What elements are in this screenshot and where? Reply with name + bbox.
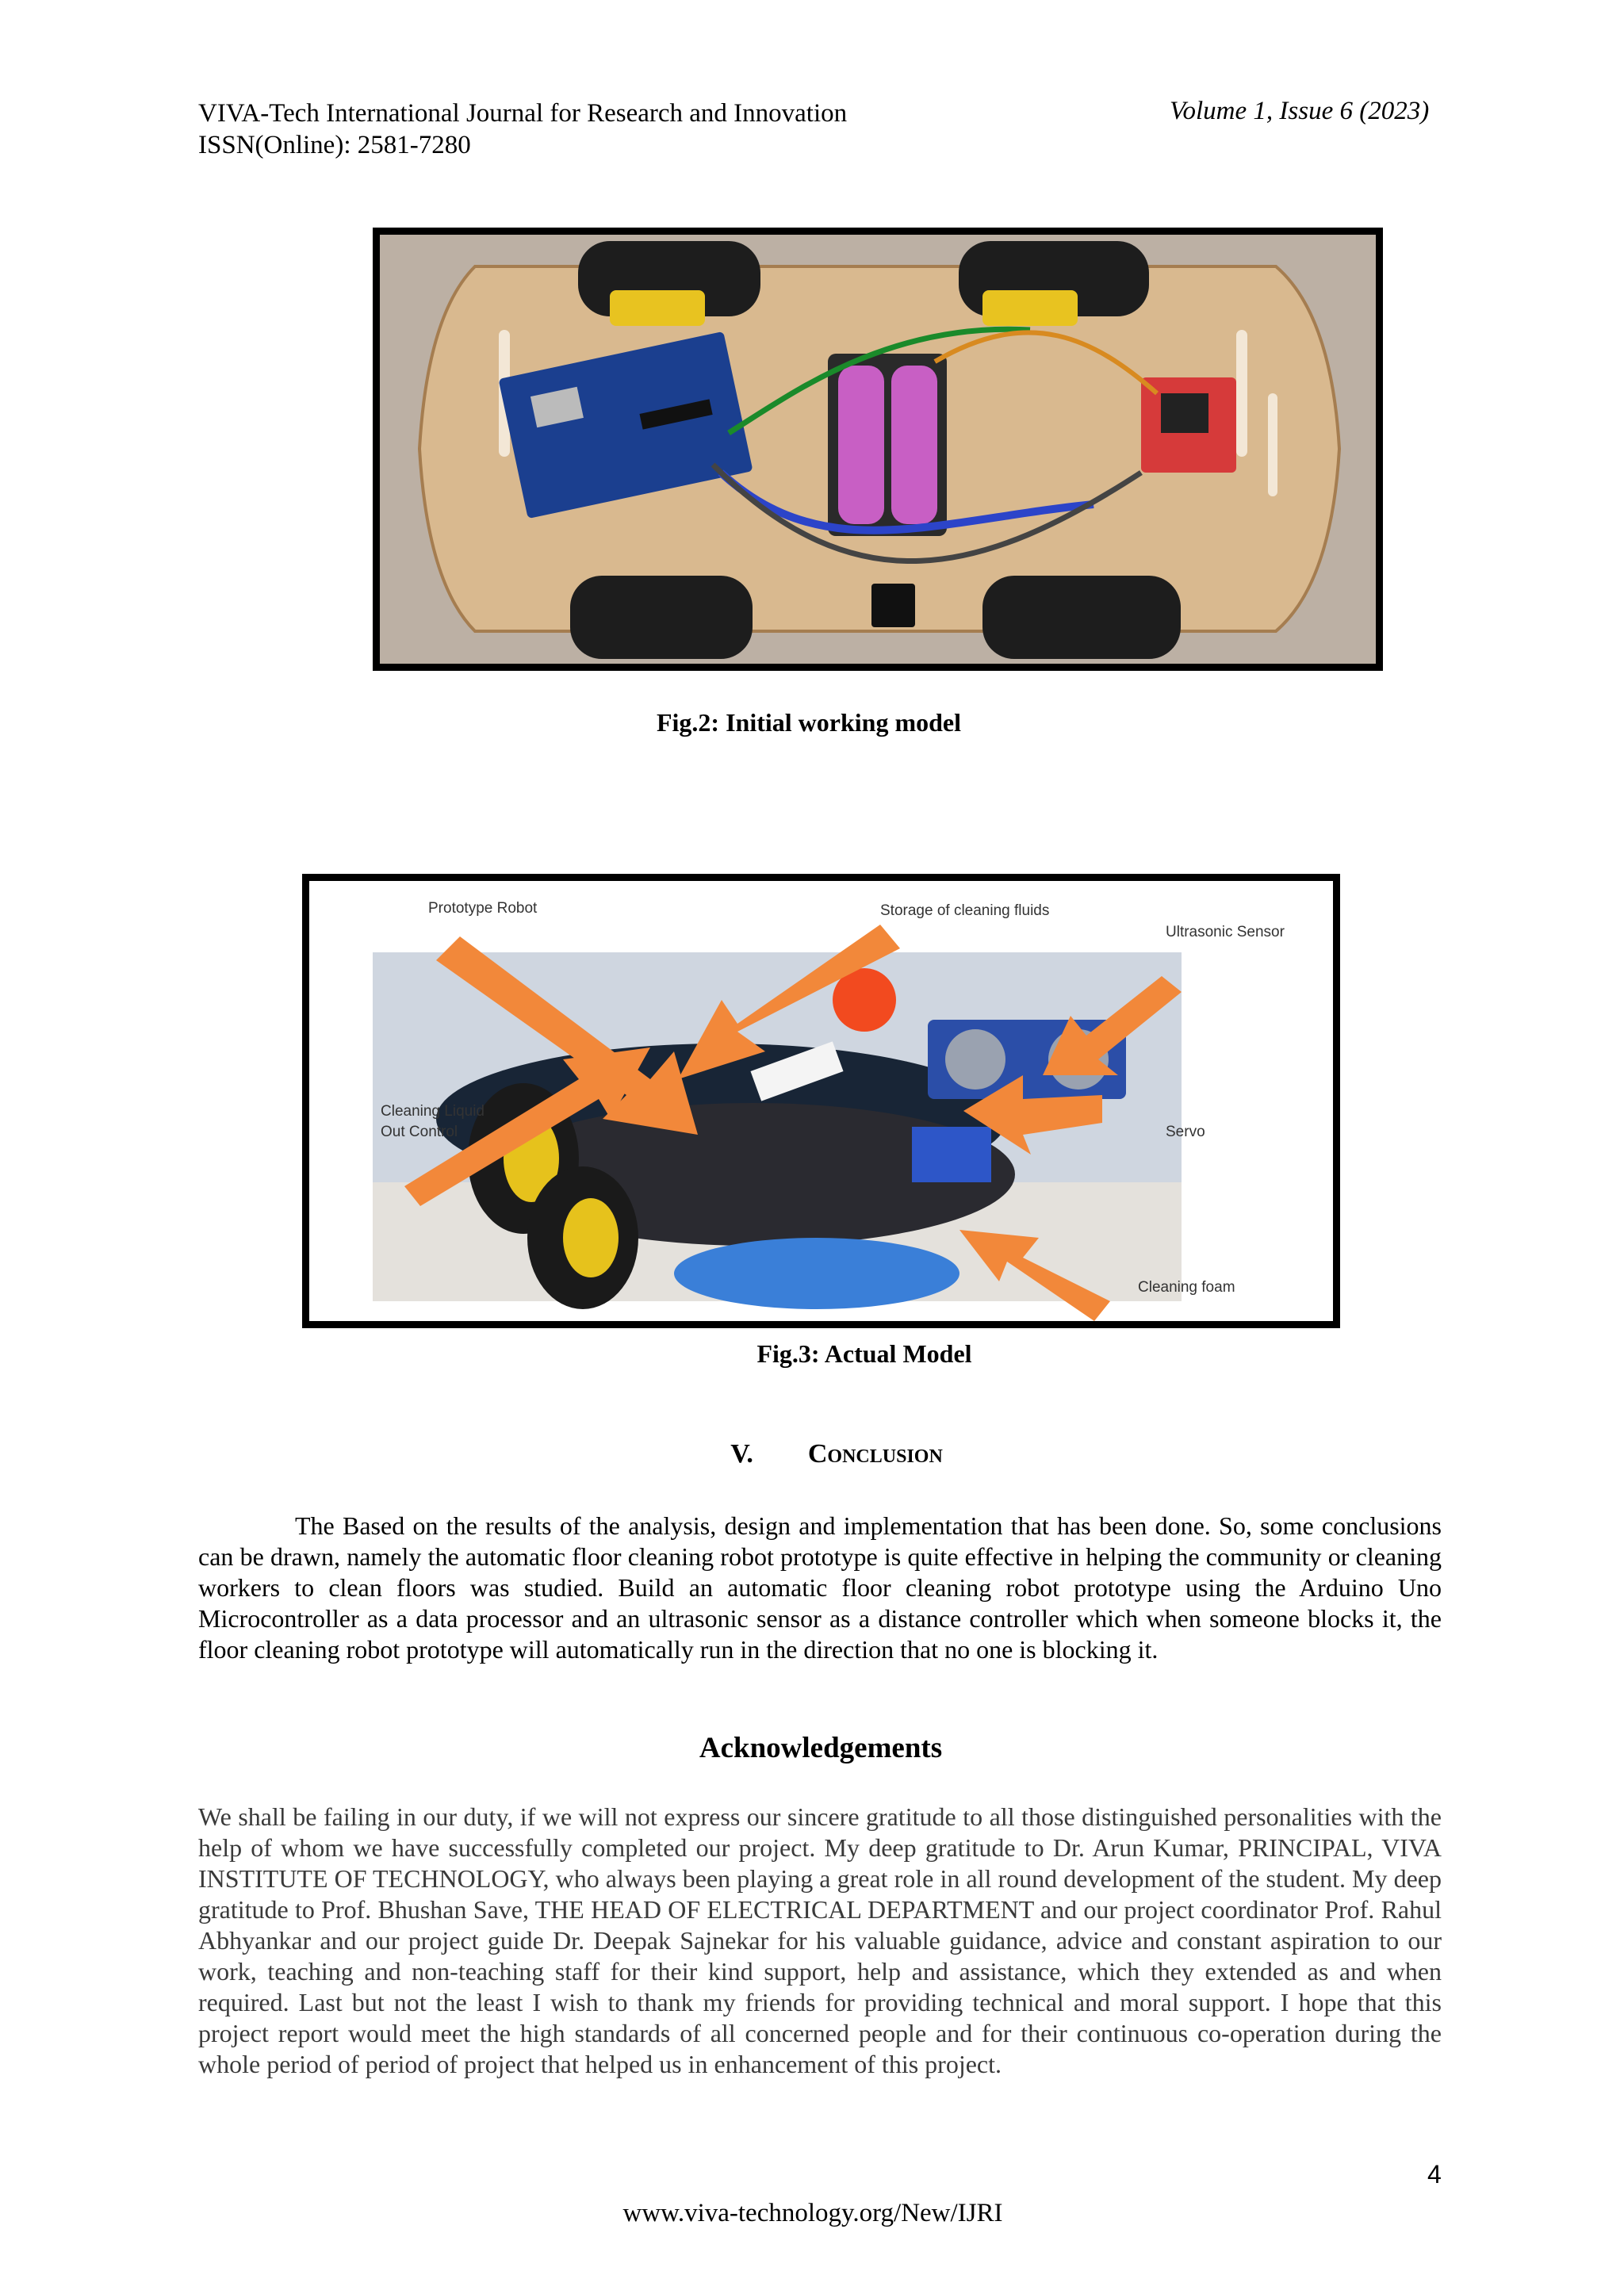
figure-2-image: [373, 228, 1383, 671]
label-cleaning-foam: Cleaning foam: [1138, 1279, 1235, 1296]
section-number: V.: [730, 1439, 753, 1469]
label-storage: Storage of cleaning fluids: [880, 902, 1050, 919]
journal-title: VIVA-Tech International Journal for Research and Innovation: [198, 99, 848, 128]
conclusion-paragraph: The Based on the results of the analysis, design and implementation that has been done. So, some conclusions can be drawn, namely the automatic floor cleaning robot prototype is quite effective in helping the community or cleaning workers to clean floors was studied. Build an automatic floor cleaning robot prototype using the Arduino Uno Microcontroller as a data processor and an ultrasonic sensor as a distance controller which when someone blocks it, the floor cleaning robot prototype will automatically run in the direction that no one is blocking it.: [198, 1511, 1442, 1664]
section-title: Conclusion: [807, 1439, 943, 1469]
label-servo: Servo: [1166, 1124, 1205, 1140]
acknowledgements-paragraph: We shall be failing in our duty, if we will not express our sincere gratitude to all those distinguished personalities with the help of whom we have successfully completed our project. My deep gratitude to Dr. Arun Kumar, PRINCIPAL, VIVA INSTITUTE OF TECHNOLOGY, who always been playing a great role in all round development of the student. My deep gratitude to Prof. Bhushan Save, THE HEAD OF ELECTRICAL DEPARTMENT and our project coordinator Prof. Rahul Abhyankar and our project guide Dr. Deepak Sajnekar for his valuable guidance, advice and constant aspiration to our work, teaching and non-teaching staff for their kind support, help and assistance, which they extended as and when required. Last but not the least I wish to thank my friends for providing technical and moral support. I hope that this project report would meet the high standards of all concerned people and for their continuous co-operation during the whole period of period of project that helped us in enhancement of this project.: [198, 1802, 1442, 2078]
acknowledgements-heading: Acknowledgements: [699, 1732, 943, 1764]
volume-issue: Volume 1, Issue 6 (2023): [1170, 97, 1430, 125]
footer-url: www.viva-technology.org/New/IJRI: [622, 2199, 1003, 2227]
wheel-icon: [578, 241, 760, 326]
page-number: 4: [1427, 2160, 1442, 2189]
issn: ISSN(Online): 2581-7280: [198, 131, 471, 159]
figure-2-caption: Fig.2: Initial working model: [656, 708, 961, 737]
figure-3-caption: Fig.3: Actual Model: [756, 1339, 972, 1368]
label-ultrasonic: Ultrasonic Sensor: [1166, 924, 1285, 940]
label-prototype-robot: Prototype Robot: [428, 900, 538, 917]
label-out-control: Out Control: [381, 1124, 458, 1140]
section-heading: [706, 1439, 967, 1469]
actual-model-photo: [309, 881, 1333, 1321]
label-cleaning-liquid: Cleaning Liquid: [381, 1103, 485, 1120]
figure-3-image: [302, 874, 1340, 1328]
robot-chassis-photo: [380, 235, 1376, 664]
